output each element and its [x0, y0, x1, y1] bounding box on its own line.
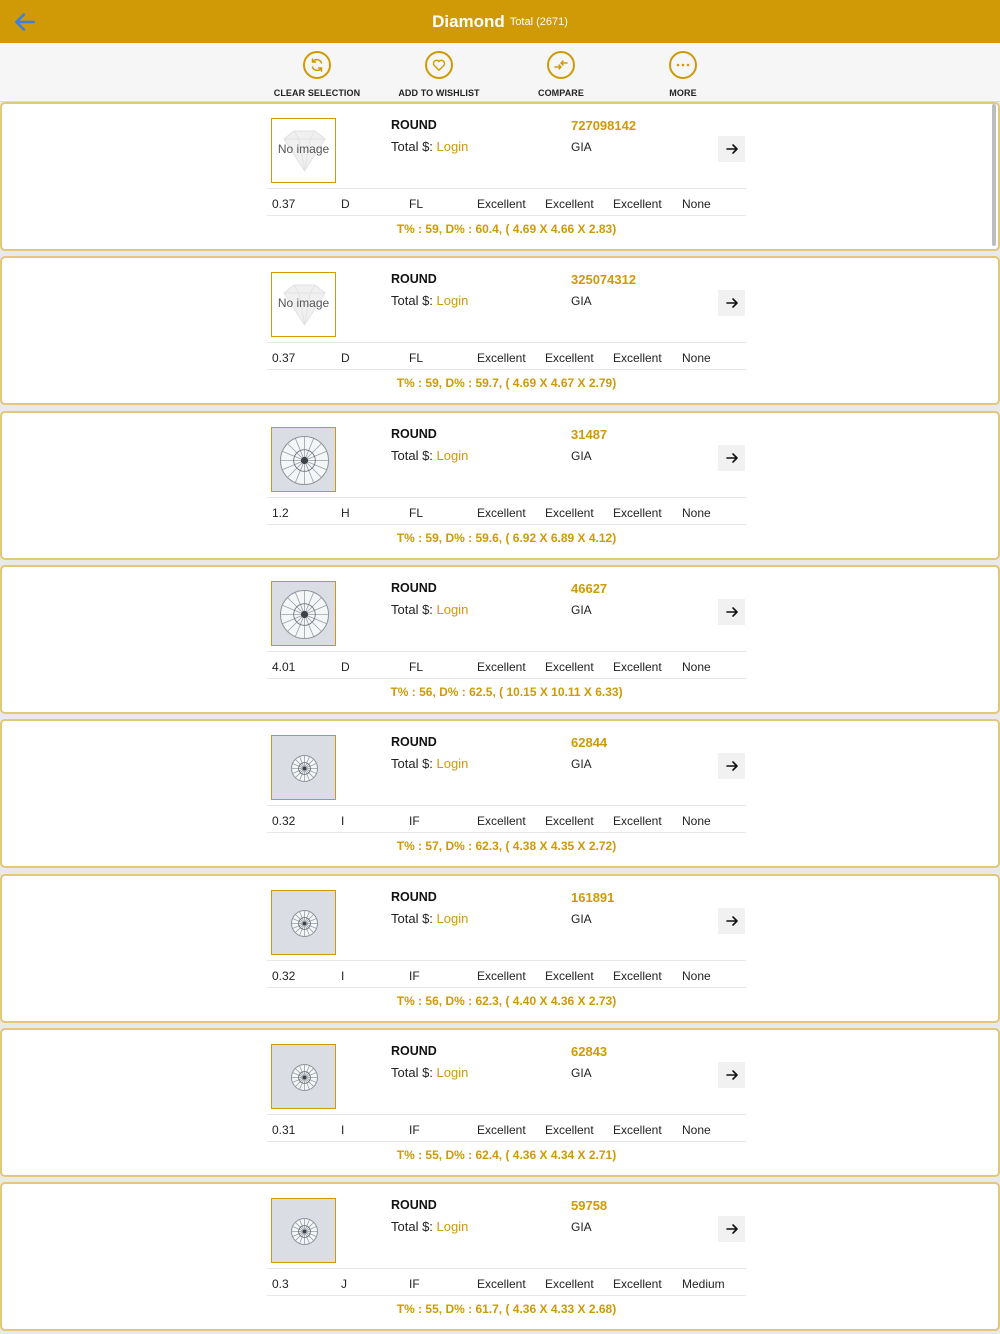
view-details-button[interactable] — [718, 1062, 745, 1088]
arrow-right-icon — [725, 1068, 739, 1082]
total-price — [391, 1065, 468, 1080]
diamond-card[interactable] — [0, 1028, 1000, 1177]
action-toolbar — [0, 43, 1000, 102]
diamond-card[interactable] — [0, 102, 1000, 251]
total-label: Total $: — [391, 293, 433, 309]
polish-cell: Excellent — [545, 1122, 594, 1137]
shape-label: ROUND — [391, 889, 437, 904]
arrow-right-icon — [725, 142, 739, 156]
diamond-card[interactable] — [0, 1182, 1000, 1331]
compare-label: COMPARE — [537, 88, 585, 98]
cut-cell: Excellent — [477, 197, 526, 211]
total-label: Total $: — [391, 1064, 433, 1080]
shape-label: ROUND — [391, 272, 437, 287]
polish-cell: Excellent — [545, 351, 594, 366]
cut-cell: Excellent — [477, 968, 526, 983]
lab-label: GIA — [571, 140, 592, 154]
shape-label: ROUND — [391, 1043, 437, 1058]
login-link[interactable]: Login — [436, 910, 469, 926]
measurements: T% : 59, D% : 60.4, ( 4.69 X 4.66 X 2.83) — [396, 222, 617, 236]
cut-cell: Excellent — [477, 505, 526, 520]
color-cell: I — [341, 968, 345, 983]
add-to-wishlist-label: ADD TO WISHLIST — [398, 88, 480, 98]
polish-cell: Excellent — [545, 505, 594, 520]
shape-label: ROUND — [391, 1198, 437, 1213]
specs-row — [267, 188, 746, 216]
symmetry-cell: Excellent — [613, 968, 662, 983]
total-label: Total $: — [391, 756, 433, 772]
view-details-button[interactable] — [718, 908, 745, 934]
fluorescence-cell: None — [682, 659, 711, 674]
stock-number: 727098142 — [571, 118, 637, 133]
color-cell: I — [341, 814, 345, 829]
clear-selection-label: CLEAR SELECTION — [273, 88, 361, 98]
arrow-right-icon — [725, 759, 739, 773]
specs-row — [267, 342, 746, 370]
symmetry-cell: Excellent — [613, 197, 662, 211]
stock-number: 325074312 — [571, 272, 637, 288]
clear-selection-button[interactable] — [262, 51, 372, 98]
total-label: Total $: — [391, 601, 433, 617]
diamond-card[interactable] — [0, 874, 1000, 1023]
fluorescence-cell: None — [682, 197, 711, 211]
color-cell: I — [341, 1122, 345, 1137]
diamond-photo — [272, 1199, 336, 1263]
lab-label: GIA — [571, 757, 592, 772]
diamond-photo — [272, 582, 336, 646]
diamond-photo — [272, 736, 336, 800]
carat-cell: 4.01 — [272, 659, 296, 674]
clarity-cell: FL — [409, 505, 424, 520]
fluorescence-cell: None — [682, 968, 711, 983]
specs-row — [267, 1268, 746, 1296]
fluorescence-cell: None — [682, 505, 711, 520]
total-label: Total $: — [391, 447, 433, 463]
more-button[interactable] — [628, 51, 738, 98]
specs-row — [267, 960, 746, 988]
view-details-button[interactable] — [718, 445, 745, 471]
color-cell: D — [341, 659, 350, 674]
measurements: T% : 59, D% : 59.6, ( 6.92 X 6.89 X 4.12) — [396, 530, 617, 545]
login-link[interactable]: Login — [436, 447, 469, 463]
arrow-right-icon — [725, 605, 739, 619]
heart-icon — [425, 51, 453, 79]
color-cell: J — [341, 1277, 347, 1292]
more-dots-icon — [669, 51, 697, 79]
diamond-photo — [272, 428, 336, 492]
shape-label: ROUND — [391, 735, 437, 750]
login-link[interactable]: Login — [436, 1219, 469, 1235]
measurements: T% : 59, D% : 59.7, ( 4.69 X 4.67 X 2.79) — [396, 376, 617, 391]
carat-cell: 0.31 — [272, 1122, 296, 1137]
shape-label: ROUND — [391, 426, 437, 441]
color-cell: D — [341, 351, 350, 366]
measurements: T% : 55, D% : 61.7, ( 4.36 X 4.33 X 2.68) — [396, 1302, 617, 1317]
polish-cell: Excellent — [545, 968, 594, 983]
diamond-thumbnail[interactable] — [271, 1198, 336, 1263]
stock-number: 62844 — [571, 735, 608, 751]
total-price — [391, 756, 468, 771]
diamond-thumbnail[interactable] — [271, 1044, 336, 1109]
measurements: T% : 57, D% : 62.3, ( 4.38 X 4.35 X 2.72) — [396, 839, 617, 854]
lab-label: GIA — [571, 602, 592, 617]
symmetry-cell: Excellent — [613, 351, 662, 366]
carat-cell: 0.32 — [272, 968, 296, 983]
view-details-button[interactable] — [718, 136, 745, 162]
specs-row — [267, 1114, 746, 1142]
clarity-cell: IF — [409, 814, 420, 829]
page-title: Diamond — [432, 11, 505, 31]
login-link[interactable]: Login — [436, 601, 469, 617]
clarity-cell: IF — [409, 1277, 420, 1292]
view-details-button[interactable] — [718, 599, 745, 625]
diamond-photo — [272, 1045, 336, 1109]
cut-cell: Excellent — [477, 1277, 526, 1292]
polish-cell: Excellent — [545, 659, 594, 674]
login-link[interactable]: Login — [436, 293, 469, 309]
arrow-right-icon — [725, 296, 739, 310]
specs-row — [267, 805, 746, 833]
login-link[interactable]: Login — [436, 139, 469, 154]
clarity-cell: FL — [409, 351, 424, 366]
arrow-right-icon — [725, 914, 739, 928]
no-image-label: No image — [277, 296, 330, 311]
total-price — [391, 602, 468, 617]
arrow-right-icon — [725, 451, 739, 465]
measurements: T% : 55, D% : 62.4, ( 4.36 X 4.34 X 2.71) — [396, 1147, 617, 1162]
diamond-card[interactable] — [0, 565, 1000, 714]
refresh-icon — [303, 51, 331, 79]
diamond-thumbnail[interactable] — [271, 272, 336, 337]
lab-label: GIA — [571, 911, 592, 926]
compare-button[interactable] — [506, 51, 616, 98]
no-image-label: No image — [277, 142, 330, 156]
stock-number: 59758 — [571, 1198, 608, 1214]
diamond-thumbnail[interactable] — [271, 118, 336, 183]
clarity-cell: FL — [409, 659, 424, 674]
polish-cell: Excellent — [545, 197, 594, 211]
lab-label: GIA — [571, 448, 592, 463]
total-price — [391, 139, 468, 154]
login-link[interactable]: Login — [436, 756, 469, 772]
total-price — [391, 911, 468, 926]
carat-cell: 0.37 — [272, 351, 296, 366]
symmetry-cell: Excellent — [613, 659, 662, 674]
cut-cell: Excellent — [477, 814, 526, 829]
symmetry-cell: Excellent — [613, 505, 662, 520]
view-details-button[interactable] — [718, 290, 745, 316]
specs-row — [267, 651, 746, 679]
clarity-cell: IF — [409, 1122, 420, 1137]
shape-label: ROUND — [391, 118, 437, 132]
diamond-card[interactable] — [0, 719, 1000, 868]
cut-cell: Excellent — [477, 351, 526, 366]
arrow-right-icon — [725, 1222, 739, 1236]
polish-cell: Excellent — [545, 1277, 594, 1292]
measurements: T% : 56, D% : 62.3, ( 4.40 X 4.36 X 2.73) — [396, 993, 617, 1008]
diamond-card[interactable] — [0, 256, 1000, 405]
compare-arrows-icon — [547, 51, 575, 79]
stock-number: 46627 — [571, 580, 608, 596]
symmetry-cell: Excellent — [613, 814, 662, 829]
add-to-wishlist-button[interactable] — [384, 51, 494, 98]
clarity-cell: FL — [409, 197, 424, 211]
cut-cell: Excellent — [477, 1122, 526, 1137]
cut-cell: Excellent — [477, 659, 526, 674]
diamond-thumbnail[interactable] — [271, 735, 336, 800]
arrow-left-icon[interactable] — [12, 9, 38, 35]
total-price — [391, 1219, 468, 1234]
diamond-thumbnail[interactable] — [271, 890, 336, 955]
result-count: Total (2671) — [509, 15, 568, 28]
fluorescence-cell: None — [682, 351, 711, 366]
scrollbar[interactable] — [992, 104, 996, 246]
total-price — [391, 293, 468, 308]
shape-label: ROUND — [391, 580, 437, 595]
total-price — [391, 448, 468, 463]
carat-cell: 1.2 — [272, 505, 289, 520]
carat-cell: 0.32 — [272, 814, 296, 829]
clarity-cell: IF — [409, 968, 420, 983]
login-link[interactable]: Login — [436, 1064, 469, 1080]
total-label: Total $: — [391, 139, 433, 154]
carat-cell: 0.37 — [272, 197, 296, 211]
view-details-button[interactable] — [718, 753, 745, 779]
lab-label: GIA — [571, 1220, 592, 1235]
diamond-thumbnail[interactable] — [271, 581, 336, 646]
diamond-card[interactable] — [0, 411, 1000, 560]
diamond-thumbnail[interactable] — [271, 427, 336, 492]
more-label: MORE — [669, 88, 697, 98]
symmetry-cell: Excellent — [613, 1122, 662, 1137]
diamond-photo — [272, 891, 336, 955]
total-label: Total $: — [391, 910, 433, 926]
color-cell: D — [341, 197, 350, 211]
stock-number: 31487 — [571, 426, 608, 442]
lab-label: GIA — [571, 1065, 592, 1080]
fluorescence-cell: Medium — [682, 1277, 725, 1292]
polish-cell: Excellent — [545, 814, 594, 829]
stock-number: 62843 — [571, 1043, 608, 1059]
symmetry-cell: Excellent — [613, 1277, 662, 1292]
specs-row — [267, 497, 746, 525]
view-details-button[interactable] — [718, 1216, 745, 1242]
fluorescence-cell: None — [682, 1122, 711, 1137]
app-header — [0, 0, 1000, 43]
total-label: Total $: — [391, 1219, 433, 1235]
stock-number: 161891 — [571, 889, 615, 905]
lab-label: GIA — [571, 294, 592, 309]
measurements: T% : 56, D% : 62.5, ( 10.15 X 10.11 X 6.33) — [390, 684, 623, 699]
fluorescence-cell: None — [682, 814, 711, 829]
carat-cell: 0.3 — [272, 1277, 289, 1292]
color-cell: H — [341, 505, 350, 520]
